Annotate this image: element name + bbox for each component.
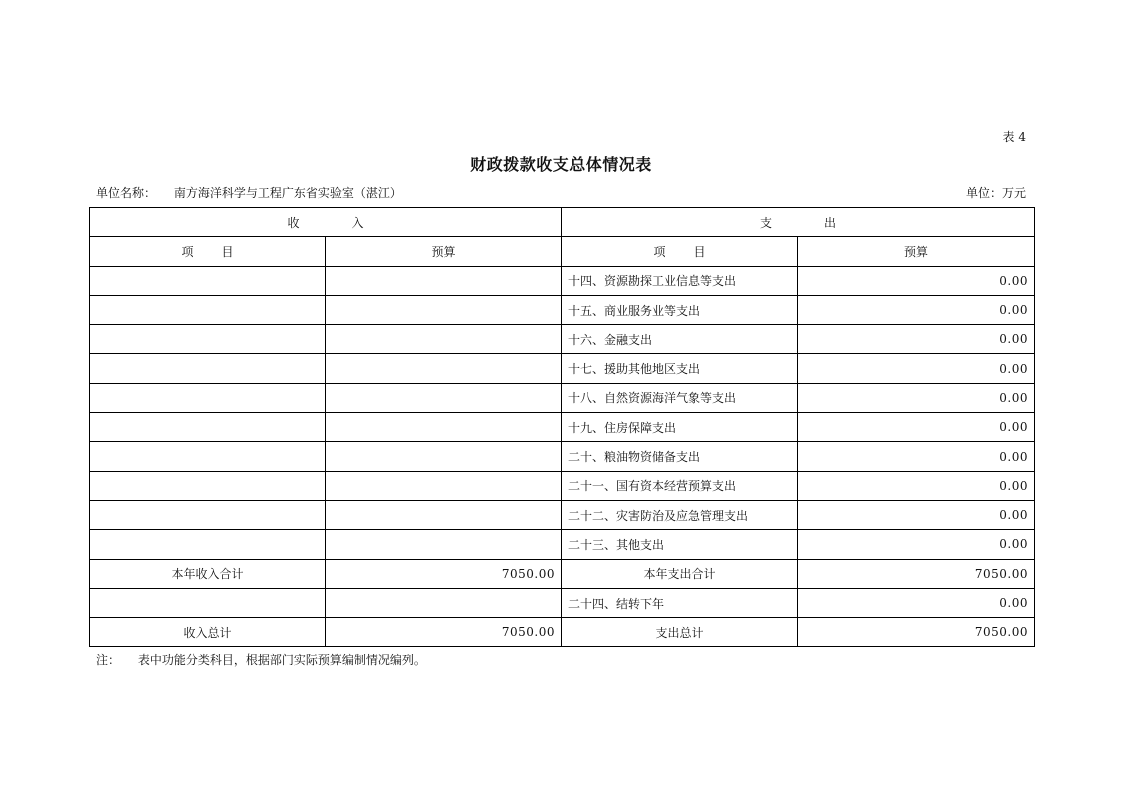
year-income-total-value: 7050.00 [326, 559, 562, 588]
expense-grand-total-label: 支出总计 [562, 618, 798, 647]
unit-name-value: 南方海洋科学与工程广东省实验室（湛江） [173, 186, 402, 200]
grand-total-row [90, 618, 1035, 647]
carry-over-value: 0.00 [798, 588, 1035, 617]
year-expense-total-value: 7050.00 [798, 559, 1035, 588]
income-item-cell [90, 471, 326, 500]
income-header-char-2: 入 [351, 215, 364, 230]
expense-budget-header: 预算 [798, 237, 1035, 266]
expense-item-cell: 二十一、国有资本经营预算支出 [562, 471, 798, 500]
budget-table [89, 207, 1035, 647]
income-budget-header: 预算 [326, 237, 562, 266]
expense-item-cell: 十四、资源勘探工业信息等支出 [562, 266, 798, 295]
income-grand-total-label: 收入总计 [90, 618, 326, 647]
table-row [90, 413, 1035, 442]
income-budget-cell [326, 383, 562, 412]
income-item-cell [90, 295, 326, 324]
expense-item-cell: 十八、自然资源海洋气象等支出 [562, 383, 798, 412]
carry-over-item: 二十四、结转下年 [562, 588, 798, 617]
expense-item-cell: 十七、援助其他地区支出 [562, 354, 798, 383]
year-income-total-label: 本年收入合计 [90, 559, 326, 588]
table-row [90, 471, 1035, 500]
expense-budget-cell: 0.00 [798, 266, 1035, 295]
year-expense-total-label: 本年支出合计 [562, 559, 798, 588]
table-row [90, 295, 1035, 324]
income-item-cell [90, 413, 326, 442]
unit-measure: 单位：万元 [965, 186, 1026, 200]
income-budget-cell [326, 471, 562, 500]
expense-budget-cell: 0.00 [798, 354, 1035, 383]
table-row [90, 383, 1035, 412]
item-header-char-1: 项 [181, 244, 194, 259]
expense-budget-cell: 0.00 [798, 530, 1035, 559]
footnote-text: 表中功能分类科目，根据部门实际预算编制情况编列。 [137, 653, 426, 667]
section-header-row [90, 208, 1035, 237]
table-row [90, 500, 1035, 529]
income-section-header [90, 208, 562, 237]
income-item-cell [90, 266, 326, 295]
income-budget-cell [326, 325, 562, 354]
table-row [90, 325, 1035, 354]
expense-budget-cell: 0.00 [798, 295, 1035, 324]
income-item-header [90, 237, 326, 266]
income-item-cell [90, 500, 326, 529]
income-budget-cell [326, 354, 562, 383]
income-budget-cell [326, 442, 562, 471]
item-header-char-2: 目 [221, 244, 234, 259]
unit-name-line [96, 184, 402, 201]
income-item-cell [90, 325, 326, 354]
income-budget-cell [326, 413, 562, 442]
table-row [90, 266, 1035, 295]
unit-name-label: 单位名称： [96, 186, 157, 200]
expense-item-cell: 十五、商业服务业等支出 [562, 295, 798, 324]
item-header-char-2: 目 [693, 244, 706, 259]
carry-over-row [90, 588, 1035, 617]
expense-item-header [562, 237, 798, 266]
income-grand-total-value: 7050.00 [326, 618, 562, 647]
table-row [90, 354, 1035, 383]
footnote-label: 注： [96, 653, 121, 667]
expense-item-cell: 二十二、灾害防治及应急管理支出 [562, 500, 798, 529]
table-row [90, 442, 1035, 471]
expense-section-header [562, 208, 1035, 237]
expense-header-char-1: 支 [759, 215, 772, 230]
expense-item-cell: 十九、住房保障支出 [562, 413, 798, 442]
income-item-cell [90, 354, 326, 383]
expense-budget-cell: 0.00 [798, 413, 1035, 442]
expense-budget-cell: 0.00 [798, 500, 1035, 529]
income-budget-cell [326, 588, 562, 617]
income-header-char-1: 收 [287, 215, 300, 230]
income-budget-cell [326, 530, 562, 559]
expense-grand-total-value: 7050.00 [798, 618, 1035, 647]
expense-item-cell: 二十、粮油物资储备支出 [562, 442, 798, 471]
column-header-row [90, 237, 1035, 266]
year-total-row [90, 559, 1035, 588]
income-item-cell [90, 588, 326, 617]
item-header-char-1: 项 [653, 244, 666, 259]
income-item-cell [90, 383, 326, 412]
table-row [90, 530, 1035, 559]
table-number: 表 4 [1002, 130, 1026, 144]
income-budget-cell [326, 266, 562, 295]
expense-item-cell: 二十三、其他支出 [562, 530, 798, 559]
income-item-cell [90, 530, 326, 559]
expense-budget-cell: 0.00 [798, 442, 1035, 471]
expense-budget-cell: 0.00 [798, 325, 1035, 354]
expense-header-char-2: 出 [824, 215, 837, 230]
footnote [96, 651, 426, 668]
expense-item-cell: 十六、金融支出 [562, 325, 798, 354]
expense-budget-cell: 0.00 [798, 383, 1035, 412]
income-budget-cell [326, 500, 562, 529]
expense-budget-cell: 0.00 [798, 471, 1035, 500]
income-budget-cell [326, 295, 562, 324]
income-item-cell [90, 442, 326, 471]
page-title: 财政拨款收支总体情况表 [470, 155, 652, 174]
